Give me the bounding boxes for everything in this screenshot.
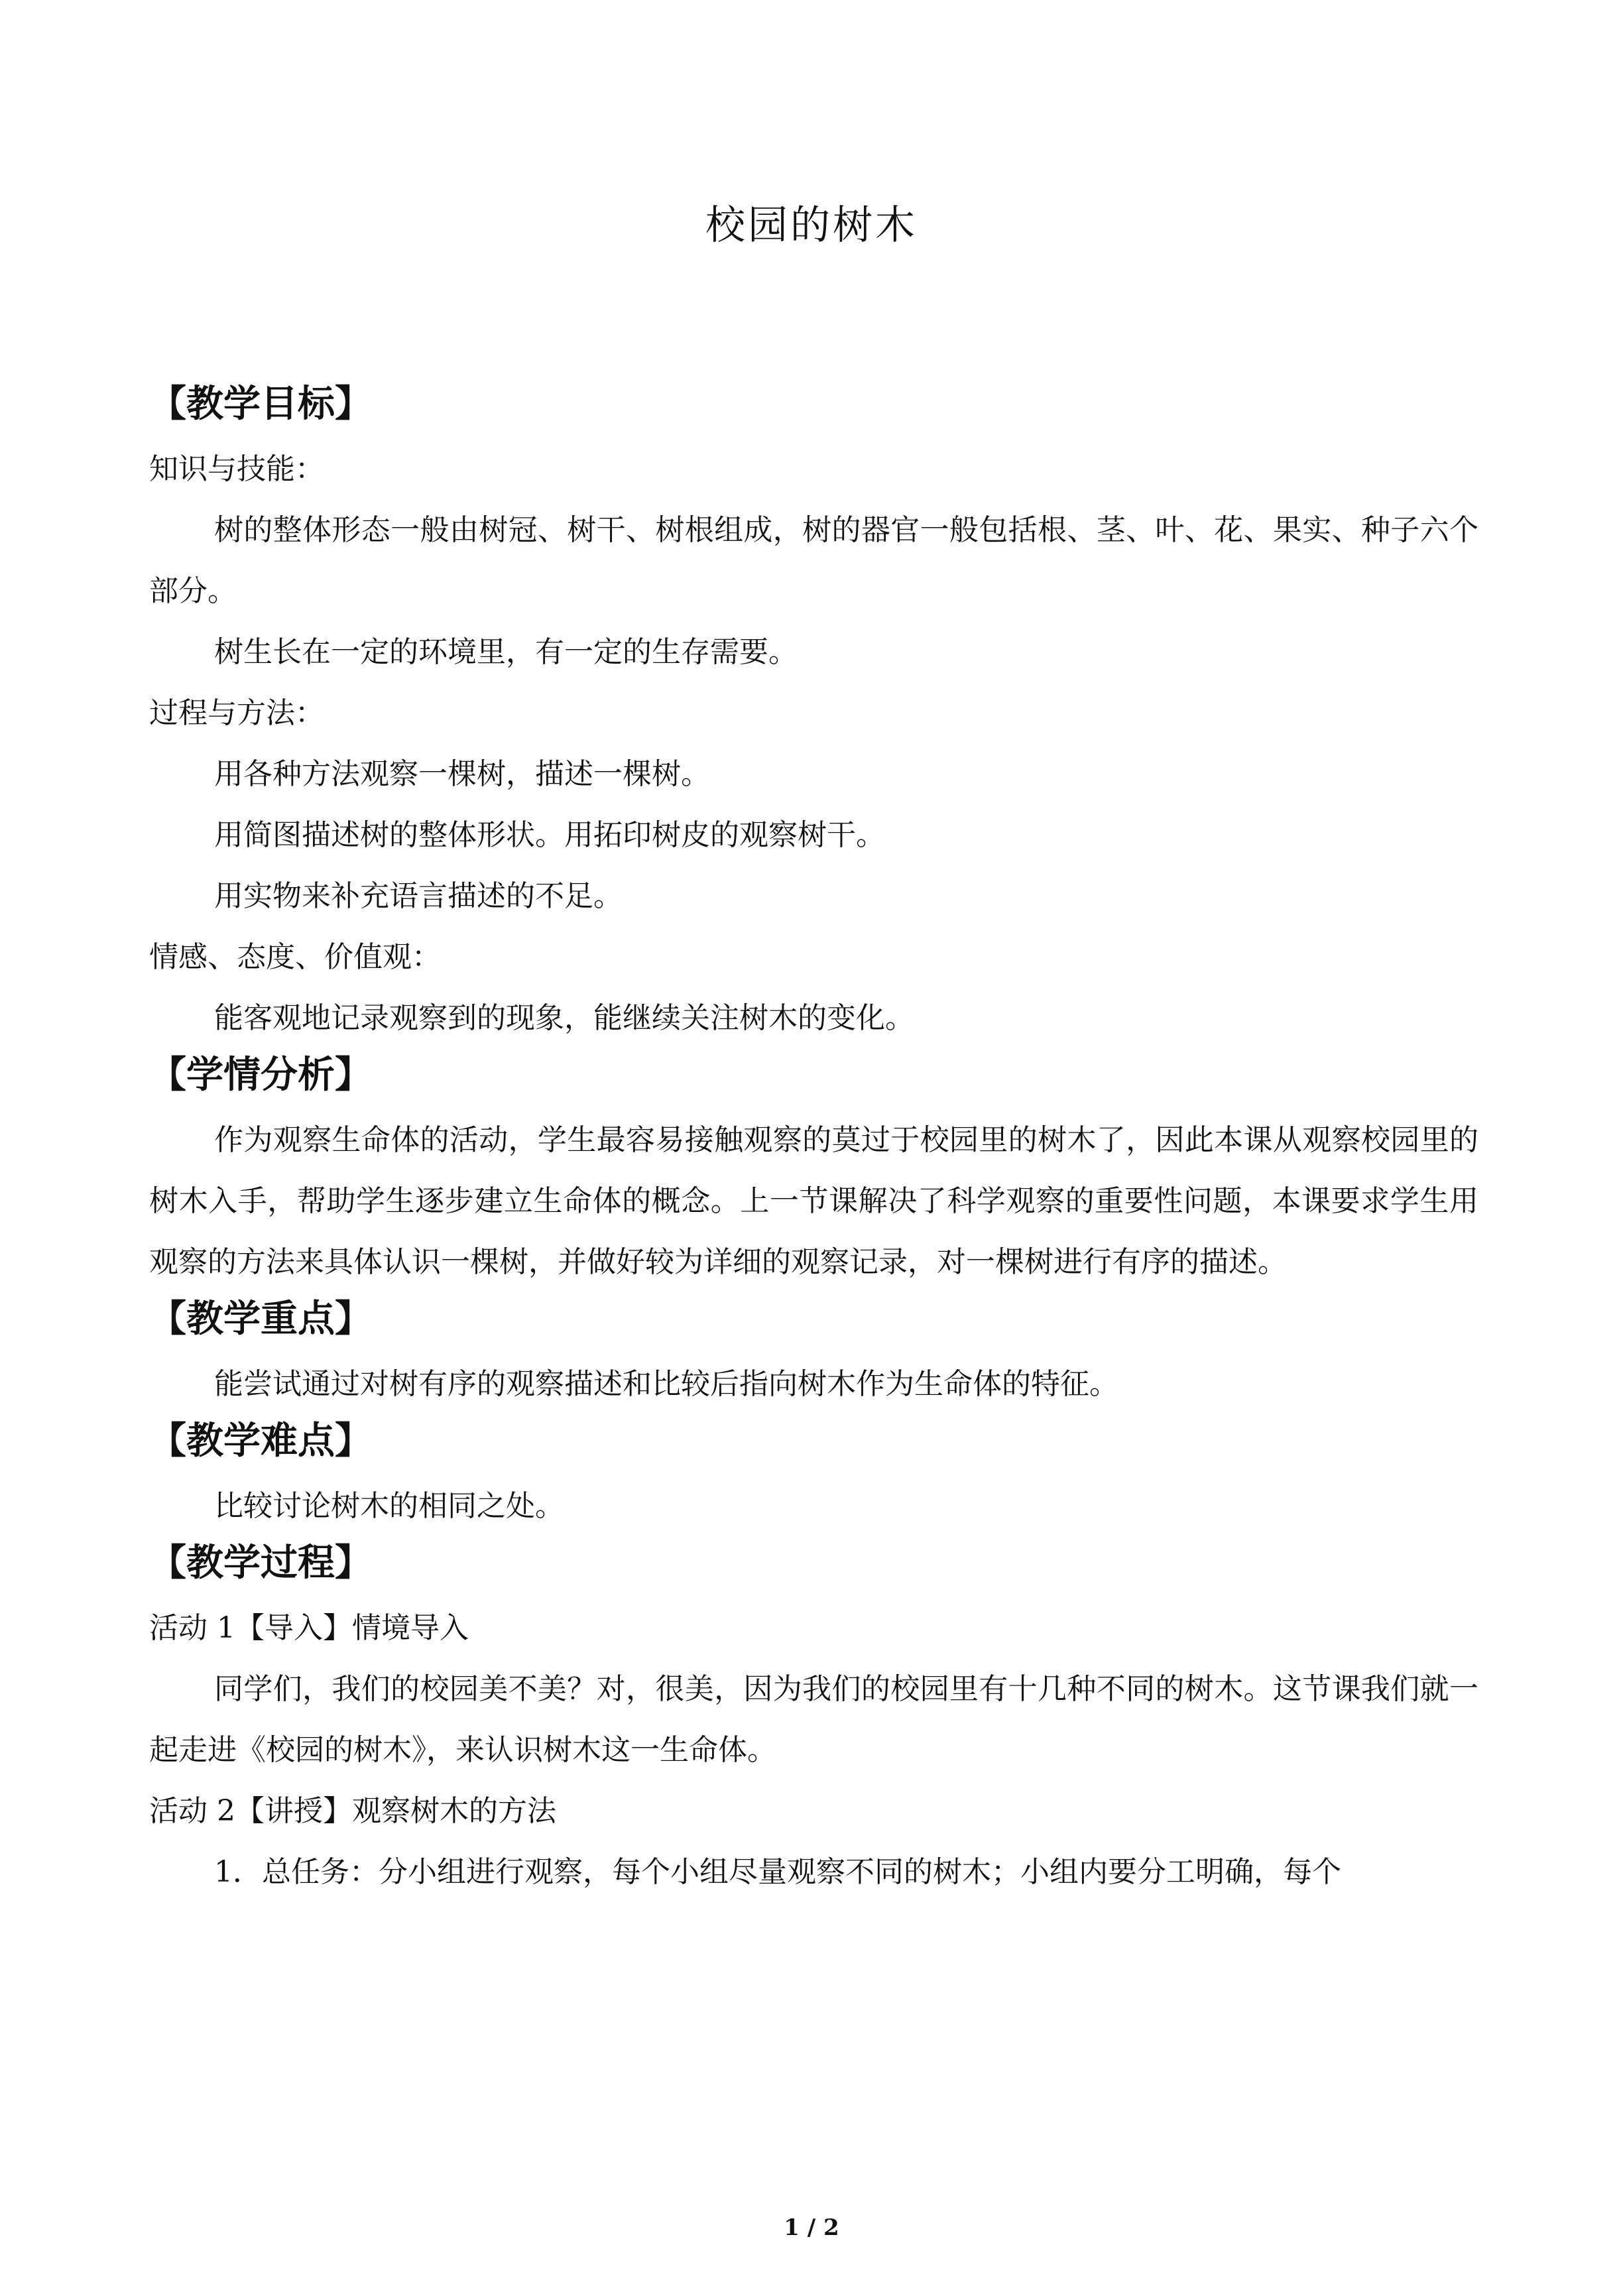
section-difficulties [149,1415,1478,1537]
section-heading-analysis: 【学情分析】 [149,1054,372,1097]
difficulties-paragraph-1: 比较讨论树木的相同之处。 [214,1489,564,1523]
document-title: 校园的树木 [705,202,918,249]
section-key-points [149,1293,1478,1415]
emotion-label: 情感、态度、价值观： [149,940,441,974]
section-heading-key-points: 【教学重点】 [149,1298,372,1341]
activity-2-label: 活动 2【讲授】观察树木的方法 [149,1794,556,1828]
process-paragraph-2: 用简图描述树的整体形状。用拓印树皮的观察树干。 [214,818,885,852]
activity-1-label: 活动 1【导入】情境导入 [149,1611,469,1645]
activity-1-paragraph-1: 同学们，我们的校园美不美？对，很美，因为我们的校园里有十几种不同的树木。这节课我们就一起走进《校园的树木》，来认识树木这一生命体。 [149,1672,1478,1767]
analysis-paragraph-1: 作为观察生命体的活动，学生最容易接触观察的莫过于校园里的树木了，因此本课从观察校园里的树木入手，帮助学生逐步建立生命体的概念。上一节课解决了科学观察的重要性问题，本课要求学生用观察的方法来具体认识一棵树，并做好较为详细的观察记录，对一棵树进行有序的描述。 [149,1123,1478,1279]
section-analysis [149,1049,1478,1293]
page-number: 1 / 2 [784,2214,839,2241]
section-heading-difficulties: 【教学难点】 [149,1420,372,1463]
section-objectives [149,378,1478,1049]
document-body [149,199,1478,1903]
process-paragraph-3: 用实物来补充语言描述的不足。 [214,879,623,913]
process-paragraph-1: 用各种方法观察一棵树，描述一棵树。 [214,757,710,791]
process-label: 过程与方法： [149,696,324,730]
knowledge-paragraph-2: 树生长在一定的环境里，有一定的生存需要。 [214,635,798,669]
section-heading-objectives: 【教学目标】 [149,383,372,426]
key-points-paragraph-1: 能尝试通过对树有序的观察描述和比较后指向树木作为生命体的特征。 [214,1367,1118,1401]
section-process [149,1537,1478,1903]
activity-2-paragraph-1: 1．总任务：分小组进行观察，每个小组尽量观察不同的树木；小组内要分工明确，每个 [214,1855,1341,1889]
section-heading-process: 【教学过程】 [149,1541,372,1585]
knowledge-paragraph-1: 树的整体形态一般由树冠、树干、树根组成，树的器官一般包括根、茎、叶、花、果实、种子六个部分。 [149,513,1478,608]
knowledge-label: 知识与技能： [149,452,324,486]
emotion-paragraph-1: 能客观地记录观察到的现象，能继续关注树木的变化。 [214,1001,914,1035]
